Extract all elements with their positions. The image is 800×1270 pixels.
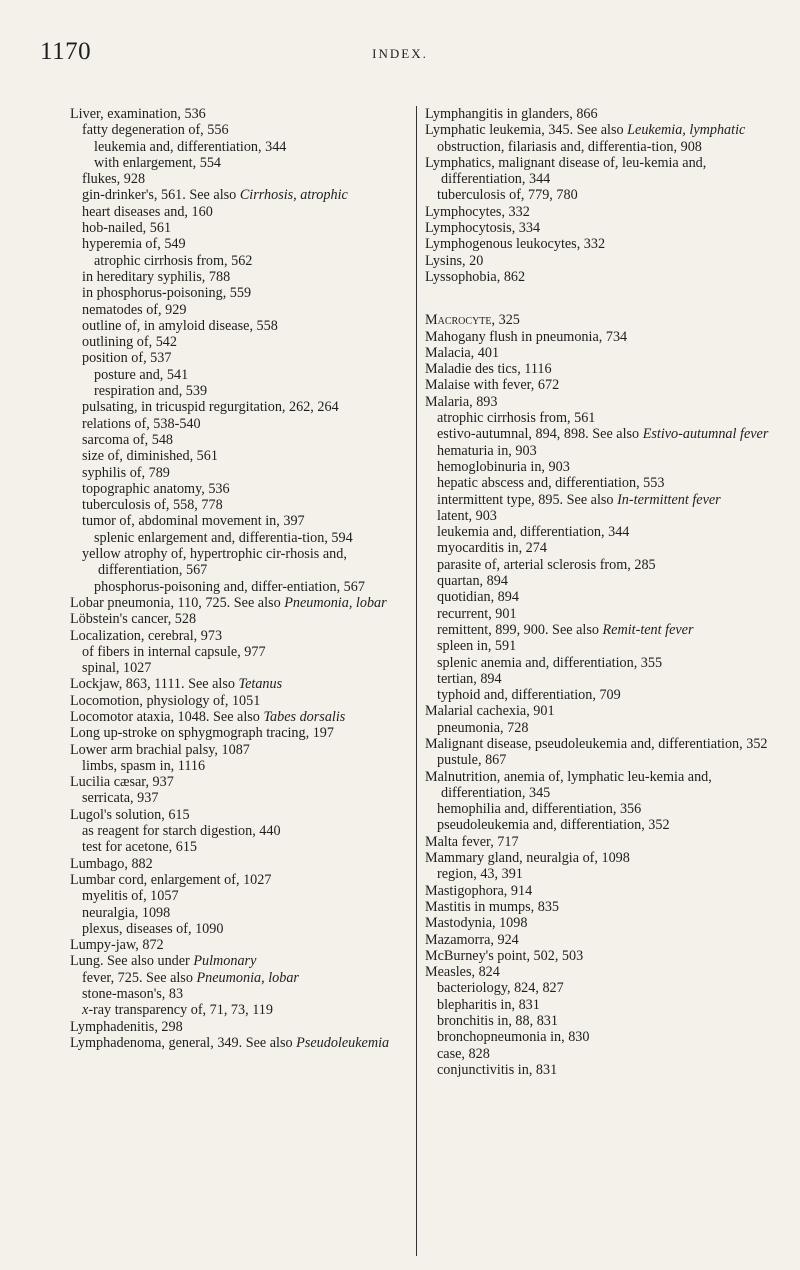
index-subentry [70,481,410,497]
index-subentry [70,888,410,904]
entry-text: , 325 [491,312,520,329]
entry-text: typhoid and, differentiation, 709 [437,687,621,704]
index-subentry [425,557,770,573]
entry-text: myelitis of, 1057 [82,888,179,905]
entry-text: Malarial cachexia, 901 [425,703,555,720]
entry-text: Löbstein's cancer, 528 [70,611,197,628]
entry-text: Mahogany flush in pneumonia, 734 [425,328,628,345]
entry-text: Lugol's solution, 615 [70,806,190,823]
entry-text: Malta fever, 717 [425,833,519,850]
entry-text: gin-drinker's, 561. See also [82,187,240,204]
entry-text: heart diseases and, 160 [82,203,213,220]
index-column-right [425,106,770,1078]
entry-text: splenic anemia and, differentiation, 355 [437,654,663,671]
entry-text: Malacia, 401 [425,344,500,361]
entry-text: atrophic cirrhosis from, 561 [437,410,596,427]
entry-text: obstruction, filariasis and, differentia-tion, 908 [437,138,702,155]
index-subentry [70,823,410,839]
entry-text: atrophic cirrhosis from, 562 [94,252,253,269]
index-subentry [425,752,770,768]
index-subentry [425,426,770,442]
index-subentry [70,530,410,546]
cross-reference-text: Pseudoleukemia [296,1034,390,1051]
index-subentry [425,1046,770,1062]
entry-text: stone-mason's, 83 [82,986,184,1003]
entry-text: Lobar pneumonia, 110, 725. See also [70,594,285,611]
index-subentry [70,367,410,383]
cross-reference-text: In-termittent fever [617,491,721,508]
index-entry [70,106,410,122]
index-subentry [425,638,770,654]
index-subentry [70,383,410,399]
entry-text: Lymphadenoma, general, 349. See also [70,1034,297,1051]
entry-text: Malaise with fever, 672 [425,377,560,394]
page-header [40,38,760,78]
index-subentry [425,687,770,703]
entry-text: in phosphorus-poisoning, 559 [82,285,252,302]
index-subentry [70,758,410,774]
entry-text: Macrocyte [425,312,492,329]
index-subentry [70,790,410,806]
index-subentry [425,475,770,491]
entry-text: recurrent, 901 [437,605,517,622]
entry-text: tumor of, abdominal movement in, 397 [82,513,305,530]
entry-text: estivo-autumnal, 894, 898. See also [437,426,643,443]
index-subentry [70,334,410,350]
page-number: 1170 [40,38,92,65]
index-entry [425,769,770,802]
index-subentry [70,921,410,937]
index-subentry [425,524,770,540]
entry-text: Lung. See also under [70,953,194,970]
entry-text: hematuria in, 903 [437,442,537,459]
cross-reference-text: Leukemia, lymphatic [627,122,746,139]
entry-text: tuberculosis of, 779, 780 [437,187,578,204]
entry-text: posture and, 541 [94,366,189,383]
index-entry [425,883,770,899]
index-entry [425,122,770,138]
index-subentry [70,905,410,921]
index-entry [70,742,410,758]
cross-reference-text: Cirrhosis, atrophic [239,187,348,204]
entry-text: yellow atrophy of, hypertrophic cir-rhosis and, differentiation, 567 [82,546,347,579]
entry-text: position of, 537 [82,350,172,367]
entry-text: hob-nailed, 561 [82,220,172,237]
entry-text: relations of, 538-540 [82,415,201,432]
entry-text: Long up-stroke on sphygmograph tracing, 197 [70,725,334,742]
entry-text: Mastigophora, 914 [425,882,533,899]
entry-text: spleen in, 591 [437,638,517,655]
index-entry [425,312,770,328]
entry-text: pustule, 867 [437,752,507,769]
entry-text: Lower arm brachial palsy, 1087 [70,741,250,758]
entry-text: serricata, 937 [82,790,159,807]
index-entry [425,915,770,931]
index-entry [70,611,410,627]
cross-reference-text: Tetanus [238,676,283,693]
entry-text: Mastodynia, 1098 [425,915,528,932]
index-entry [425,850,770,866]
index-entry [70,628,410,644]
entry-text: tuberculosis of, 558, 778 [82,497,223,514]
entry-text: Lumbago, 882 [70,855,153,872]
entry-text: -ray transparency of, 71, 73, 119 [88,1002,273,1019]
entry-text: Lymphocytosis, 334 [425,220,541,237]
index-subentry [425,997,770,1013]
index-subentry [70,986,410,1002]
entry-text: intermittent type, 895. See also [437,491,618,508]
index-subentry [425,459,770,475]
index-entry [70,1035,410,1051]
entry-text: Lymphatic leukemia, 345. See also [425,122,628,139]
entry-text: Lymphogenous leukocytes, 332 [425,236,606,253]
entry-text: Lucilia cæsar, 937 [70,774,174,791]
entry-text: Mastitis in mumps, 835 [425,898,560,915]
index-subentry [70,660,410,676]
cross-reference-text: Tabes dorsalis [263,708,346,725]
index-subentry [425,866,770,882]
entry-text: pseudoleukemia and, differentiation, 352 [437,817,670,834]
index-subentry [70,579,410,595]
section-gap [425,285,770,312]
index-subentry [425,443,770,459]
index-entry [425,269,770,285]
entry-text: fever, 725. See also [82,969,197,986]
entry-text: Measles, 824 [425,964,500,981]
entry-text: topographic anatomy, 536 [82,480,230,497]
entry-text: hepatic abscess and, differentiation, 553 [437,475,665,492]
entry-text: Malignant disease, pseudoleukemia and, differentiation, 352 [425,735,768,752]
index-subentry [70,171,410,187]
entry-text: Malaria, 893 [425,393,498,410]
entry-text: Malnutrition, anemia of, lymphatic leu-kemia and, differentiation, 345 [425,768,712,801]
index-subentry [425,655,770,671]
entry-text: hemoglobinuria in, 903 [437,458,570,475]
running-head: INDEX. [372,46,428,61]
index-subentry [425,540,770,556]
index-subentry [425,980,770,996]
entry-text: size of, diminished, 561 [82,448,218,465]
index-entry [70,872,410,888]
entry-text: bronchopneumonia in, 830 [437,1029,590,1046]
index-entry [425,345,770,361]
index-subentry [70,1002,410,1018]
index-subentry [70,416,410,432]
index-entry [425,236,770,252]
entry-text: latent, 903 [437,507,497,524]
index-subentry [425,139,770,155]
index-subentry [70,432,410,448]
entry-text: remittent, 899, 900. See also [437,621,603,638]
entry-text: outline of, in amyloid disease, 558 [82,317,278,334]
index-subentry [70,253,410,269]
index-entry [70,709,410,725]
index-entry [425,964,770,980]
index-subentry [70,236,410,252]
entry-text: test for acetone, 615 [82,839,198,856]
index-subentry [425,817,770,833]
entry-text: region, 43, 391 [437,866,523,883]
entry-text: blepharitis in, 831 [437,996,540,1013]
index-entry [425,899,770,915]
index-entry [425,377,770,393]
entry-text: pulsating, in tricuspid regurgitation, 262, 264 [82,399,339,416]
entry-text: Lumbar cord, enlargement of, 1027 [70,871,272,888]
cross-reference-text: Pulmonary [193,953,257,970]
index-subentry [425,671,770,687]
index-subentry [70,465,410,481]
index-column-left [70,106,410,1051]
index-subentry [70,285,410,301]
entry-text: flukes, 928 [82,171,146,188]
index-entry [425,932,770,948]
index-subentry [70,513,410,529]
index-entry [425,253,770,269]
index-subentry [70,644,410,660]
index-entry [425,834,770,850]
entry-text: as reagent for starch digestion, 440 [82,823,281,840]
entry-text: Lymphangitis in glanders, 866 [425,106,598,122]
entry-text: fatty degeneration of, 556 [82,122,229,139]
entry-text: of fibers in internal capsule, 977 [82,643,266,660]
index-entry [425,155,770,188]
entry-text: phosphorus-poisoning and, differ-entiation, 567 [94,578,365,595]
entry-text: limbs, spasm in, 1116 [82,757,206,774]
entry-text: respiration and, 539 [94,383,208,400]
index-subentry [70,139,410,155]
index-entry [425,106,770,122]
entry-text: outlining of, 542 [82,334,177,351]
entry-text: Lumpy-jaw, 872 [70,937,164,954]
entry-text: leukemia and, differentiation, 344 [94,138,287,155]
index-subentry [70,448,410,464]
entry-text: bronchitis in, 88, 831 [437,1013,558,1030]
column-divider [416,106,417,1256]
entry-text: splenic enlargement and, differentia-tion, 594 [94,529,353,546]
index-subentry [70,497,410,513]
entry-text: Locomotor ataxia, 1048. See also [70,708,264,725]
entry-text: quotidian, 894 [437,589,519,606]
index-entry [70,774,410,790]
entry-text: Lymphocytes, 332 [425,203,530,220]
index-subentry [425,801,770,817]
index-entry [70,856,410,872]
index-subentry [425,508,770,524]
entry-text: parasite of, arterial sclerosis from, 285 [437,556,656,573]
index-subentry [70,155,410,171]
index-entry [425,736,770,752]
index-entry [425,204,770,220]
entry-text: pneumonia, 728 [437,719,529,736]
cross-reference-text: Pneumonia, lobar [196,969,299,986]
entry-text: Lockjaw, 863, 1111. See also [70,676,239,693]
entry-text: McBurney's point, 502, 503 [425,947,584,964]
index-entry [425,948,770,964]
index-entry [425,329,770,345]
index-entry [70,953,410,969]
index-subentry [70,269,410,285]
index-entry [70,937,410,953]
entry-text: syphilis of, 789 [82,464,170,481]
entry-text: conjunctivitis in, 831 [437,1061,558,1078]
index-subentry [70,839,410,855]
index-entry [70,807,410,823]
entry-text: hyperemia of, 549 [82,236,186,253]
index-subentry [70,970,410,986]
entry-text: Maladie des tics, 1116 [425,361,552,378]
entry-text: nematodes of, 929 [82,301,187,318]
entry-text: Lymphatics, malignant disease of, leu-kemia and, differentiation, 344 [425,154,707,188]
entry-text: sarcoma of, 548 [82,431,174,448]
entry-text: Lysins, 20 [425,252,484,269]
index-subentry [70,318,410,334]
cross-reference-text: Pneumonia, lobar [284,594,387,611]
entry-text: bacteriology, 824, 827 [437,980,564,997]
index-subentry [425,1062,770,1078]
entry-text: neuralgia, 1098 [82,904,171,921]
index-subentry [70,204,410,220]
index-subentry [425,573,770,589]
entry-text: Lymphadenitis, 298 [70,1018,183,1035]
entry-text: myocarditis in, 274 [437,540,547,557]
entry-text: Locomotion, physiology of, 1051 [70,692,261,709]
index-subentry [70,187,410,203]
index-entry [70,595,410,611]
index-subentry [70,302,410,318]
index-entry [70,676,410,692]
index-subentry [425,492,770,508]
entry-text: Localization, cerebral, 973 [70,627,223,644]
index-entry [425,703,770,719]
cross-reference-text: Estivo-autumnal fever [642,426,769,443]
entry-text: with enlargement, 554 [94,154,222,171]
entry-text: Mammary gland, neuralgia of, 1098 [425,850,630,867]
index-subentry [425,606,770,622]
cross-reference-text: x [82,1002,89,1019]
entry-text: Mazamorra, 924 [425,931,519,948]
index-entry [425,361,770,377]
index-subentry [70,220,410,236]
entry-text: case, 828 [437,1045,490,1062]
entry-text: tertian, 894 [437,670,502,687]
cross-reference-text: Remit-tent fever [602,621,694,638]
index-subentry [70,399,410,415]
index-subentry [425,187,770,203]
index-subentry [425,589,770,605]
index-subentry [70,350,410,366]
entry-text: in hereditary syphilis, 788 [82,268,231,285]
index-subentry [425,410,770,426]
entry-text: Lyssophobia, 862 [425,268,526,285]
index-entry [425,394,770,410]
entry-text: quartan, 894 [437,573,508,590]
entry-text: spinal, 1027 [82,660,152,677]
index-subentry [425,622,770,638]
entry-text: plexus, diseases of, 1090 [82,920,224,937]
index-subentry [70,122,410,138]
index-subentry [425,1013,770,1029]
index-subentry [425,1029,770,1045]
index-subentry [70,546,410,579]
index-entry [70,693,410,709]
entry-text: Liver, examination, 536 [70,106,206,122]
entry-text: hemophilia and, differentiation, 356 [437,801,642,818]
index-subentry [425,720,770,736]
index-entry [70,1019,410,1035]
index-entry [425,220,770,236]
entry-text: leukemia and, differentiation, 344 [437,524,630,541]
index-entry [70,725,410,741]
